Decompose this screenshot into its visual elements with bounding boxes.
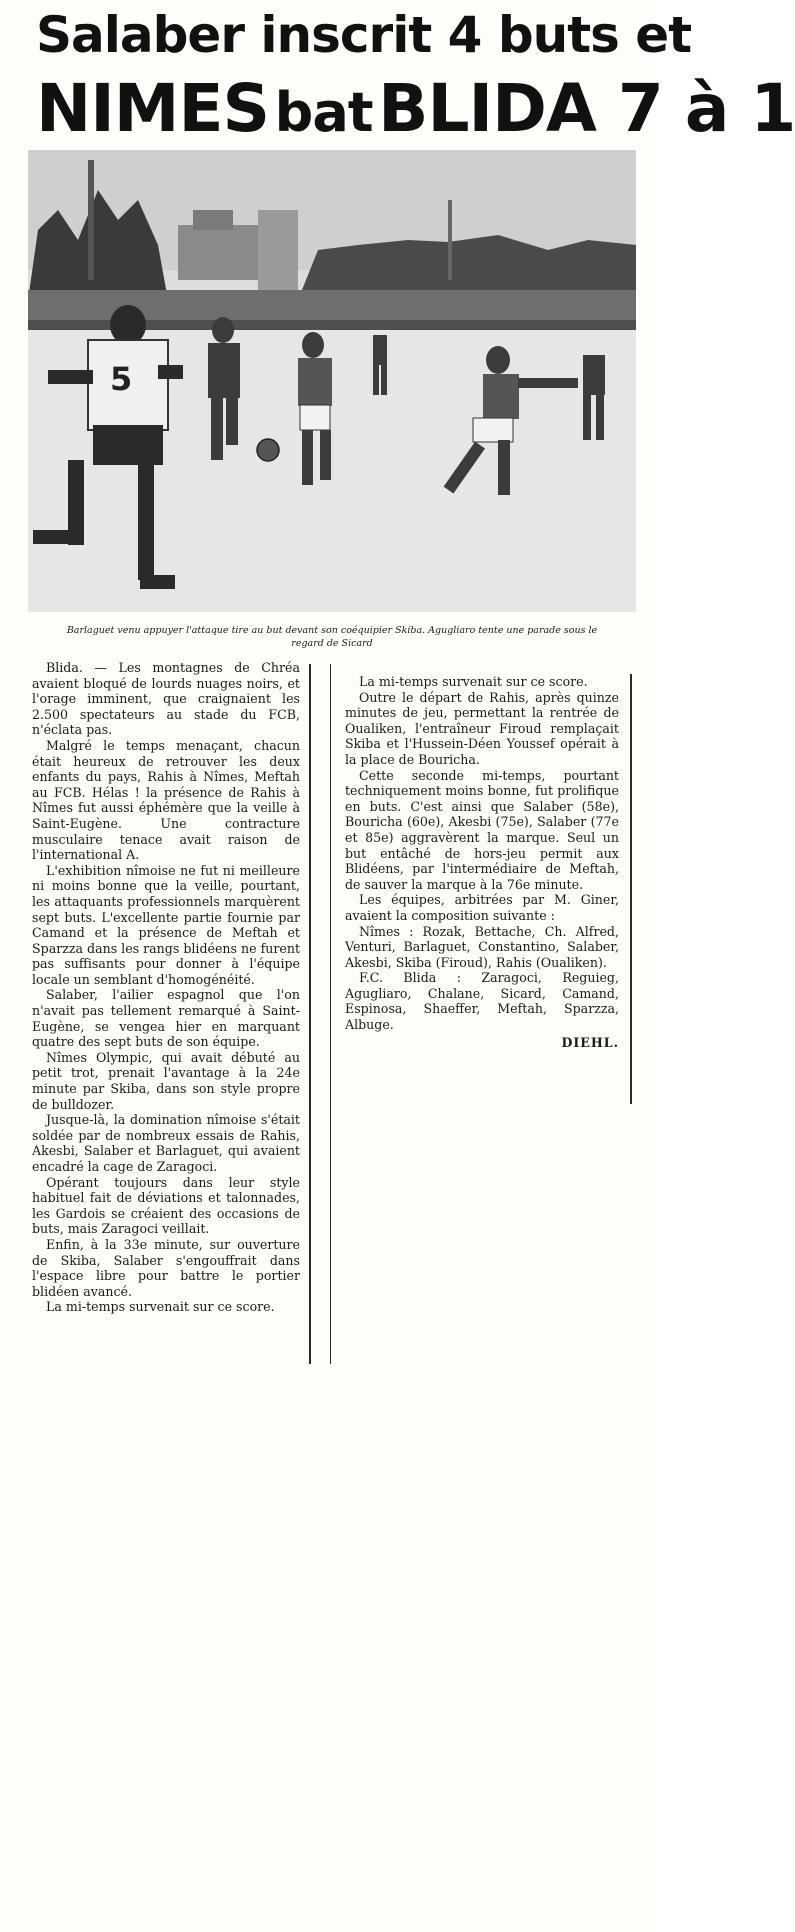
article-paragraph: L'exhibition nîmoise ne fut ni meilleure ni moins bonne que la veille, pourtant, les attaquants professionnels marquèrent sept buts. L'excellente partie fournie par Camand et la présence de Meftah et Sparzza dans les rangs blidéens ne furent pas suffisants pour donner à l'équipe locale un semblant d'homogénéité. — [32, 862, 300, 987]
article-paragraph: La mi-temps survenait sur ce score. — [359, 674, 588, 689]
jersey-number: 5 — [110, 360, 133, 398]
match-photo-drawing — [28, 150, 636, 612]
headline-line-1: Salaber inscrit 4 buts et — [36, 6, 692, 64]
football — [257, 439, 279, 461]
article-paragraph: Blida. — Les montagnes de Chréa avaient bloqué de lourds nuages noirs, et l'orage imminent, que craignaient les 2.500 spectateurs au stade du FCB, n'éclata pas. — [32, 660, 300, 738]
headline-score: BLIDA 7 à 1 — [378, 70, 795, 147]
article-paragraph: Cette seconde mi-temps, pourtant techniquement moins bonne, fut prolifique en buts. C'est ainsi que Salaber (58e), Bouricha (60e), Akesbi (75e), Salaber (77e et 85e) aggravèrent la marque. Seul un but entâché de hors-jeu permit aux Blidéens, par l'intermédiaire de Meftah, de sauver la marque à la 76e minute. — [345, 767, 619, 892]
article-paragraph: Nîmes Olympic, qui avait débuté au petit trot, prenait l'avantage à la 24e minute par Skiba, dans son style propre de bulldozer. — [32, 1049, 300, 1112]
lineup-blida: F.C. Blida : Zaragoci, Reguieg, Agugliaro, Chalane, Sicard, Camand, Espinosa, Shaeffer, Meftah, Sparzza, Albuge. — [345, 970, 619, 1033]
article-paragraph: La mi-temps survenait sur ce score. — [46, 1299, 275, 1315]
photo-caption — [28, 624, 636, 650]
article-paragraph: Salaber, l'ailier espagnol que l'on n'avait pas tellement remarqué à Saint-Eugène, se vengea hier en marquant quatre des sept buts de son équipe. — [32, 987, 300, 1050]
headline-line-2 — [36, 70, 795, 147]
photo-caption-line-1: Barlaguet venu appuyer l'attaque tire au but devant son coéquipier Skiba. Agugliaro tente une parade sous le — [66, 625, 598, 636]
article-column-2 — [345, 674, 619, 1050]
headline-verb: bat — [274, 81, 373, 144]
column-divider — [309, 664, 311, 1364]
match-photo — [28, 150, 636, 612]
author-signature: DIEHL. — [561, 1034, 619, 1050]
article-column-1 — [32, 660, 300, 1315]
article-paragraph: Enfin, à la 33e minute, sur ouverture de Skiba, Salaber s'engouffrait dans l'espace libre pour battre le portier blidéen avancé. — [32, 1236, 300, 1299]
article-paragraph: Les équipes, arbitrées par M. Giner, avaient la composition suivante : — [345, 892, 619, 923]
lineup-nimes: Nîmes : Rozak, Bettache, Ch. Alfred, Venturi, Barlaguet, Constantino, Salaber, Akesbi, Skiba (Firoud), Rahis (Oualiken). — [345, 923, 619, 970]
article-paragraph: Malgré le temps menaçant, chacun était heureux de retrouver les deux enfants du pays, Rahis à Nîmes, Meftah au FCB. Hélas ! la présence de Rahis à Nîmes fut aussi éphémère que la veille à Saint-Eugène. Une contracture musculaire tenace avait raison de l'international A. — [32, 737, 300, 863]
article-paragraph: Opérant toujours dans leur style habituel fait de déviations et talonnades, les Gardois se créaient des occasions de buts, mais Zaragoci veillait. — [32, 1174, 300, 1237]
column-edge-rule — [630, 674, 632, 1104]
photo-caption-line-2: regard de Sicard — [291, 638, 373, 649]
headline-team-nimes: NIMES — [36, 70, 270, 147]
article-paragraph: Jusque-là, la domination nîmoise s'était soldée par de nombreux essais de Rahis, Akesbi, Salaber et Barlaguet, qui avaient encadré la cage de Zaragoci. — [32, 1112, 300, 1174]
article-paragraph: Outre le départ de Rahis, après quinze minutes de jeu, permettant la rentrée de Oualiken, l'entraîneur Firoud remplaçait Skiba et l'Hussein-Déen Youssef opérait à la place de Bouricha. — [345, 689, 619, 767]
column-divider-right — [330, 664, 331, 1364]
